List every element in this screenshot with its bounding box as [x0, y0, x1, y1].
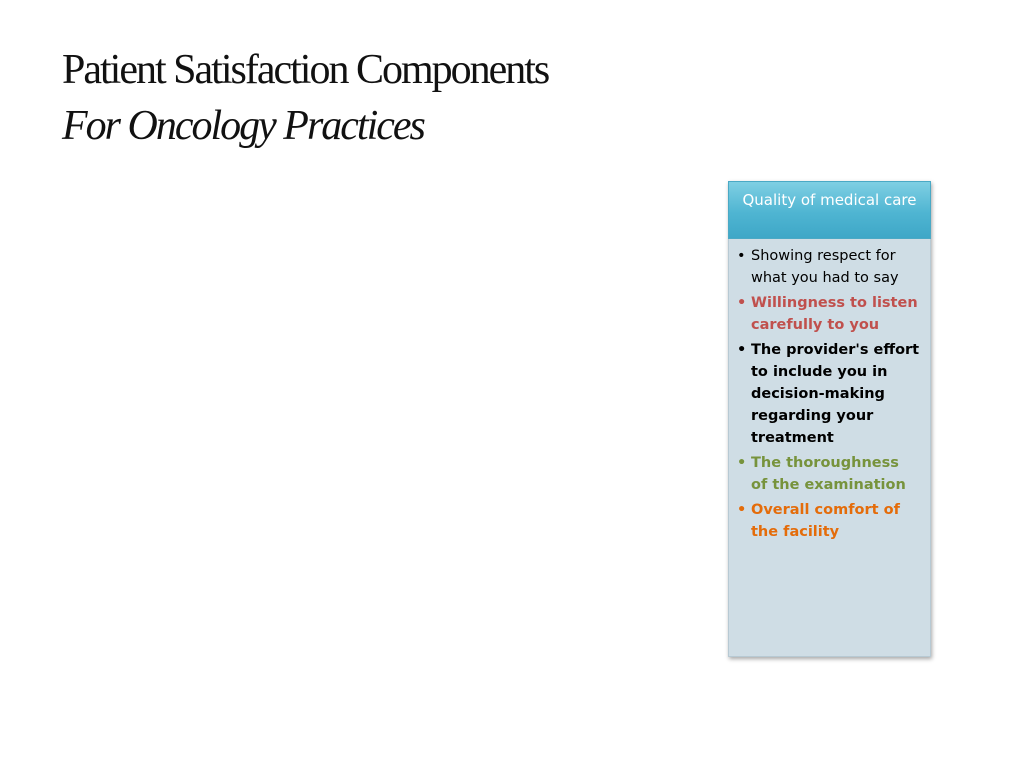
bullet-text: The provider's effort to include you in decision-making regarding your treatment [751, 342, 920, 446]
bullet-dot: • [737, 295, 747, 311]
bullet-list [737, 245, 920, 543]
bullet-text: Willingness to listen carefully to you [751, 295, 918, 333]
title-block [62, 42, 762, 154]
list-item [737, 292, 920, 336]
page-title: Patient Satisfaction Components [62, 47, 549, 93]
bullet-text: Overall comfort of the facility [751, 502, 900, 540]
list-item [737, 339, 920, 449]
bullet-dot: • [737, 342, 747, 358]
bullet-dot: • [737, 455, 747, 471]
list-item [737, 452, 920, 496]
bullet-text: Showing respect for what you had to say [751, 248, 899, 286]
page-subtitle: For Oncology Practices [62, 103, 424, 149]
bullet-dot: • [737, 502, 747, 518]
bullet-text: The thoroughness of the examination [751, 455, 906, 493]
card-header: Quality of medical care [728, 181, 931, 239]
list-item [737, 499, 920, 543]
quality-of-care-card [728, 181, 931, 657]
list-item [737, 245, 920, 289]
card-body [728, 239, 931, 657]
bullet-dot: • [737, 248, 746, 264]
